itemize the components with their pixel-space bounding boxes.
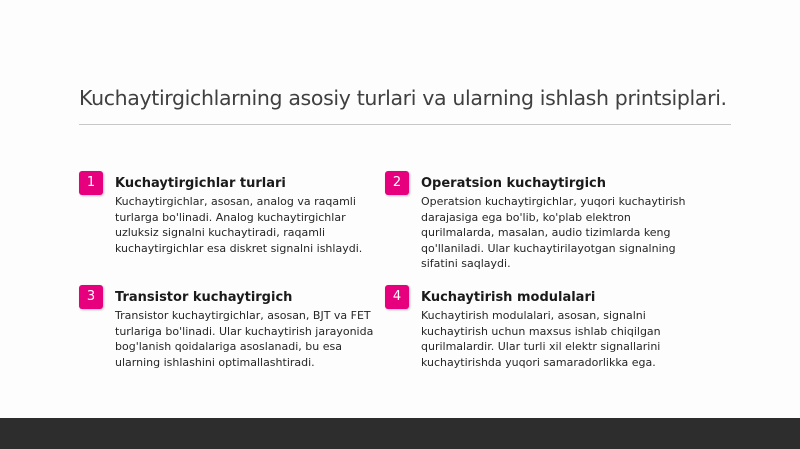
item-title: Kuchaytirish modulalari — [421, 290, 596, 305]
footer-bar — [0, 418, 800, 449]
item-title: Transistor kuchaytirgich — [115, 290, 293, 305]
item-description: Operatsion kuchaytirgichlar, yuqori kuchaytirish darajasiga ega bo'lib, ko'plab elektron qurilmalarda, masalan, audio tizimlarda keng qo'llaniladi. Ular kuchaytirilayotgan signalning sifatini saqlaydi. — [421, 195, 686, 270]
number-badge-4: 4 — [385, 285, 409, 309]
slide-title: Kuchaytirgichlarning asosiy turlari va ularning ishlash printsiplari. — [79, 86, 727, 110]
number-badge-3: 3 — [79, 285, 103, 309]
number-badge-1: 1 — [79, 171, 103, 195]
item-description: Kuchaytirgichlar, asosan, analog va raqamli turlarga bo'linadi. Analog kuchaytirgichlar uzluksiz signalni kuchaytiradi, raqamli kuchaytirgichlar esa diskret signalni ishlaydi. — [115, 195, 363, 255]
number-badge-2: 2 — [385, 171, 409, 195]
item-title: Operatsion kuchaytirgich — [421, 176, 606, 191]
item-description: Transistor kuchaytirgichlar, asosan, BJT va FET turlariga bo'linadi. Ular kuchaytirish jarayonida bog'lanish qoidalariga asoslanadi, bu esa ularning ishlashini optimallashtiradi. — [115, 309, 374, 369]
title-divider — [79, 124, 731, 125]
item-description: Kuchaytirish modulalari, asosan, signalni kuchaytirish uchun maxsus ishlab chiqilgan qurilmalardir. Ular turli xil elektr signallarini kuchaytirishda yuqori samaradorlikka ega. — [421, 309, 661, 369]
item-title: Kuchaytirgichlar turlari — [115, 176, 286, 191]
